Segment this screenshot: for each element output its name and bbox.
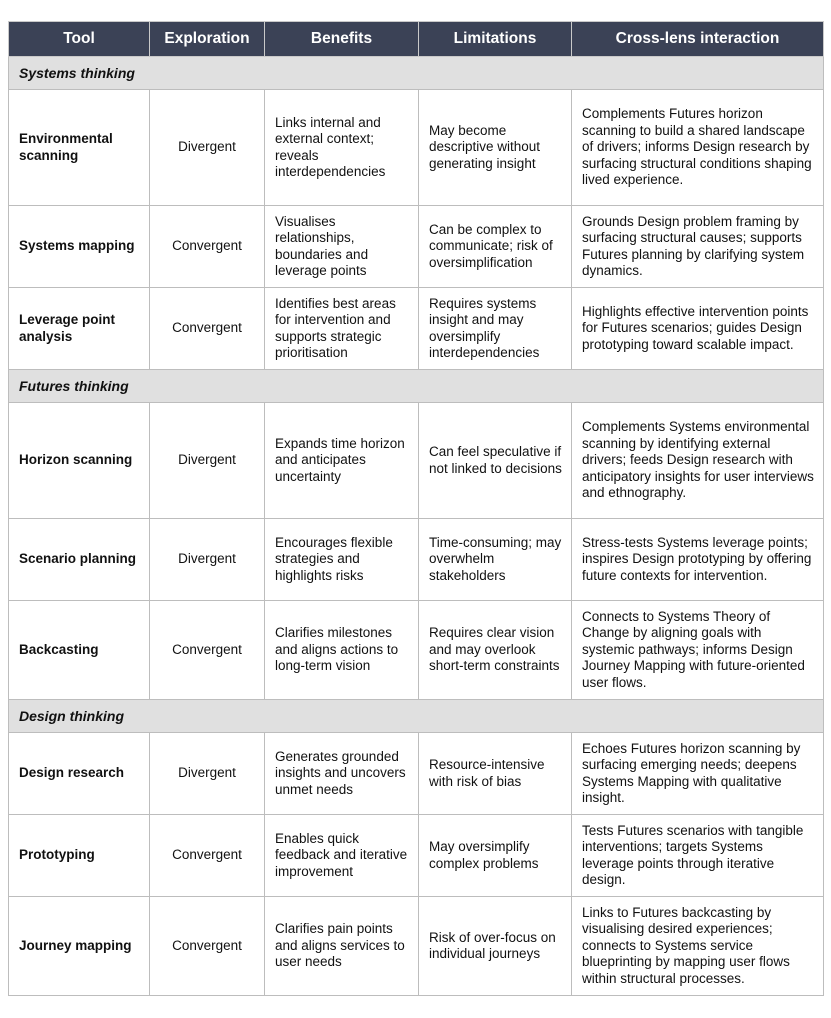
benefits-cell: Links internal and external context; reveals interdependencies <box>265 90 419 206</box>
section-row-systems <box>9 57 824 90</box>
exploration-cell: Convergent <box>150 601 265 700</box>
table-row <box>9 403 824 519</box>
exploration-cell: Divergent <box>150 733 265 815</box>
table-row <box>9 206 824 288</box>
cross-lens-cell: Echoes Futures horizon scanning by surfacing emerging needs; deepens Systems Mapping with qualitative insight. <box>572 733 824 815</box>
exploration-cell: Convergent <box>150 897 265 996</box>
limitations-cell: May become descriptive without generating insight <box>419 90 572 206</box>
header-exploration: Exploration <box>150 22 265 57</box>
cross-lens-cell: Highlights effective intervention points for Futures scenarios; guides Design prototyping toward scalable impact. <box>572 288 824 370</box>
header-cross-lens: Cross-lens interaction <box>572 22 824 57</box>
header-row <box>9 22 824 57</box>
exploration-cell: Divergent <box>150 403 265 519</box>
exploration-cell: Convergent <box>150 288 265 370</box>
limitations-cell: Time-consuming; may overwhelm stakeholders <box>419 519 572 601</box>
limitations-cell: Can feel speculative if not linked to decisions <box>419 403 572 519</box>
table-row <box>9 815 824 897</box>
cross-lens-cell: Grounds Design problem framing by surfacing structural causes; supports Futures planning by clarifying system dynamics. <box>572 206 824 288</box>
tool-cell: Scenario planning <box>9 519 150 601</box>
tool-cell: Design research <box>9 733 150 815</box>
cross-lens-cell: Connects to Systems Theory of Change by aligning goals with systemic pathways; informs Design Journey Mapping with future-oriented user flows. <box>572 601 824 700</box>
benefits-cell: Clarifies pain points and aligns services to user needs <box>265 897 419 996</box>
limitations-cell: Can be complex to communicate; risk of oversimplification <box>419 206 572 288</box>
header-benefits: Benefits <box>265 22 419 57</box>
cross-lens-cell: Stress-tests Systems leverage points; inspires Design prototyping by offering future contexts for intervention. <box>572 519 824 601</box>
section-row-design <box>9 700 824 733</box>
cross-lens-cell: Complements Systems environmental scanning by identifying external drivers; feeds Design research with anticipatory insights for user interviews and ethnography. <box>572 403 824 519</box>
section-title: Design thinking <box>9 700 824 733</box>
exploration-cell: Divergent <box>150 519 265 601</box>
benefits-cell: Expands time horizon and anticipates uncertainty <box>265 403 419 519</box>
section-title: Systems thinking <box>9 57 824 90</box>
cross-lens-cell: Complements Futures horizon scanning to build a shared landscape of drivers; informs Design research by surfacing structural conditions shaping lived experience. <box>572 90 824 206</box>
tool-cell: Backcasting <box>9 601 150 700</box>
tool-cell: Leverage point analysis <box>9 288 150 370</box>
table-row <box>9 733 824 815</box>
benefits-cell: Clarifies milestones and aligns actions to long-term vision <box>265 601 419 700</box>
limitations-cell: Requires clear vision and may overlook short-term constraints <box>419 601 572 700</box>
table-row <box>9 897 824 996</box>
header-tool: Tool <box>9 22 150 57</box>
table-row <box>9 601 824 700</box>
benefits-cell: Generates grounded insights and uncovers unmet needs <box>265 733 419 815</box>
tool-cell: Journey mapping <box>9 897 150 996</box>
tool-cell: Horizon scanning <box>9 403 150 519</box>
benefits-cell: Enables quick feedback and iterative improvement <box>265 815 419 897</box>
comparison-table <box>8 21 824 996</box>
limitations-cell: Resource-intensive with risk of bias <box>419 733 572 815</box>
benefits-cell: Identifies best areas for intervention and supports strategic prioritisation <box>265 288 419 370</box>
limitations-cell: Risk of over-focus on individual journeys <box>419 897 572 996</box>
benefits-cell: Encourages flexible strategies and highlights risks <box>265 519 419 601</box>
cross-lens-cell: Links to Futures backcasting by visualising desired experiences; connects to Systems service blueprinting by mapping user flows within structural processes. <box>572 897 824 996</box>
table-row <box>9 519 824 601</box>
section-row-futures <box>9 370 824 403</box>
tool-cell: Environmental scanning <box>9 90 150 206</box>
section-title: Futures thinking <box>9 370 824 403</box>
table-row <box>9 288 824 370</box>
exploration-cell: Convergent <box>150 815 265 897</box>
limitations-cell: Requires systems insight and may oversimplify interdependencies <box>419 288 572 370</box>
exploration-cell: Convergent <box>150 206 265 288</box>
limitations-cell: May oversimplify complex problems <box>419 815 572 897</box>
cross-lens-cell: Tests Futures scenarios with tangible interventions; targets Systems leverage points through iterative design. <box>572 815 824 897</box>
tool-cell: Systems mapping <box>9 206 150 288</box>
header-limitations: Limitations <box>419 22 572 57</box>
table-row <box>9 90 824 206</box>
tool-cell: Prototyping <box>9 815 150 897</box>
exploration-cell: Divergent <box>150 90 265 206</box>
benefits-cell: Visualises relationships, boundaries and leverage points <box>265 206 419 288</box>
